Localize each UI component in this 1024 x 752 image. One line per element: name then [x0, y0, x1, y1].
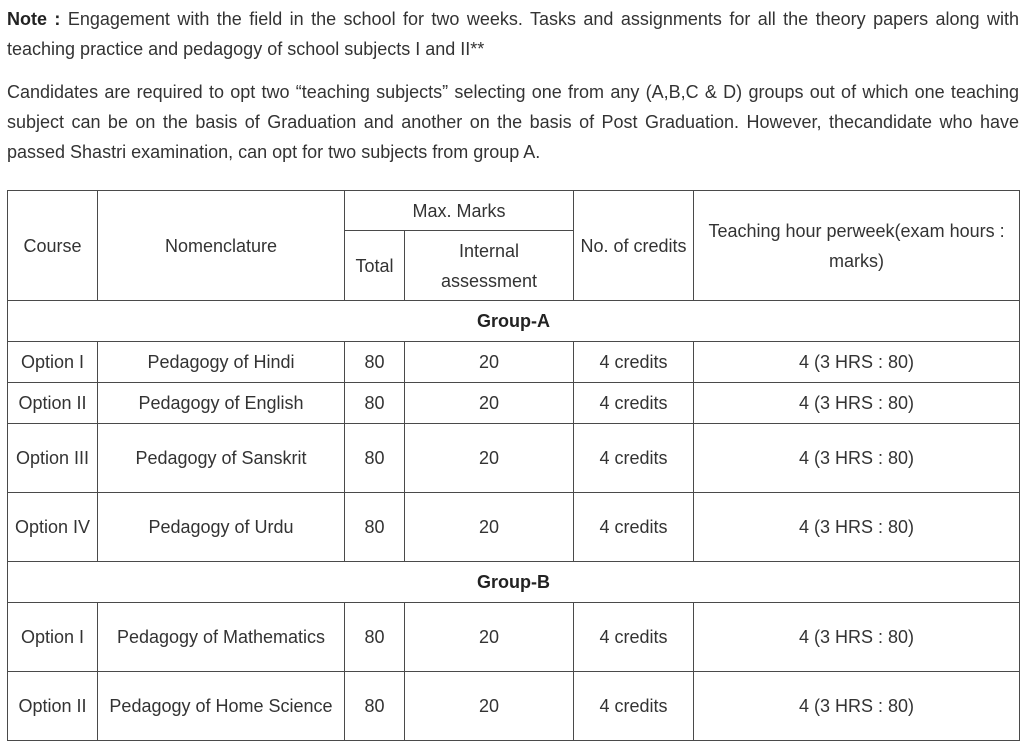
- table-row: [8, 342, 1020, 383]
- cell-credits: 4 credits: [574, 383, 694, 424]
- note-paragraph: [7, 4, 1019, 64]
- cell-nomenclature: Pedagogy of Urdu: [98, 493, 345, 562]
- cell-nomenclature: Pedagogy of English: [98, 383, 345, 424]
- group-header-row: [8, 301, 1020, 342]
- cell-credits: 4 credits: [574, 342, 694, 383]
- cell-course: Option II: [8, 383, 98, 424]
- cell-internal: 20: [405, 383, 574, 424]
- intro-paragraph: Candidates are required to opt two “teaching subjects” selecting one from any (A,B,C & D) groups out of which one teaching subject can be on the basis of Graduation and another on the basis of Post Graduation. However, thecandidate who have passed Shastri examination, can opt for two subjects from group A.: [7, 82, 1019, 162]
- header-course: Course: [8, 191, 98, 301]
- cell-nomenclature: Pedagogy of Mathematics: [98, 603, 345, 672]
- table-row: [8, 383, 1020, 424]
- cell-internal: 20: [405, 424, 574, 493]
- header-nomenclature: Nomenclature: [98, 191, 345, 301]
- cell-total: 80: [345, 493, 405, 562]
- cell-total: 80: [345, 672, 405, 741]
- group-title: Group-A: [8, 301, 1020, 342]
- table-row: [8, 672, 1020, 741]
- cell-internal: 20: [405, 493, 574, 562]
- header-credits: No. of credits: [574, 191, 694, 301]
- table-row: [8, 493, 1020, 562]
- cell-hours: 4 (3 HRS : 80): [694, 424, 1020, 493]
- table-row: [8, 603, 1020, 672]
- cell-credits: 4 credits: [574, 672, 694, 741]
- cell-course: Option I: [8, 342, 98, 383]
- cell-total: 80: [345, 383, 405, 424]
- header-internal-assessment: Internal assessment: [405, 231, 574, 301]
- cell-credits: 4 credits: [574, 603, 694, 672]
- cell-course: Option I: [8, 603, 98, 672]
- course-table: [7, 190, 1020, 741]
- cell-credits: 4 credits: [574, 493, 694, 562]
- cell-internal: 20: [405, 603, 574, 672]
- cell-hours: 4 (3 HRS : 80): [694, 672, 1020, 741]
- header-total: Total: [345, 231, 405, 301]
- cell-course: Option IV: [8, 493, 98, 562]
- cell-hours: 4 (3 HRS : 80): [694, 603, 1020, 672]
- cell-total: 80: [345, 603, 405, 672]
- cell-total: 80: [345, 342, 405, 383]
- note-text: Engagement with the field in the school for two weeks. Tasks and assignments for all the theory papers along with teaching practice and pedagogy of school subjects I and II**: [7, 9, 1019, 59]
- cell-hours: 4 (3 HRS : 80): [694, 383, 1020, 424]
- group-header-row: [8, 562, 1020, 603]
- header-max-marks: Max. Marks: [345, 191, 574, 231]
- group-title: Group-B: [8, 562, 1020, 603]
- cell-course: Option III: [8, 424, 98, 493]
- cell-internal: 20: [405, 672, 574, 741]
- header-teaching-hours: Teaching hour perweek(exam hours : marks): [694, 191, 1020, 301]
- table-row: [8, 424, 1020, 493]
- cell-hours: 4 (3 HRS : 80): [694, 342, 1020, 383]
- cell-internal: 20: [405, 342, 574, 383]
- note-label: Note :: [7, 9, 61, 29]
- cell-nomenclature: Pedagogy of Hindi: [98, 342, 345, 383]
- cell-total: 80: [345, 424, 405, 493]
- cell-nomenclature: Pedagogy of Sanskrit: [98, 424, 345, 493]
- cell-hours: 4 (3 HRS : 80): [694, 493, 1020, 562]
- cell-nomenclature: Pedagogy of Home Science: [98, 672, 345, 741]
- cell-course: Option II: [8, 672, 98, 741]
- cell-credits: 4 credits: [574, 424, 694, 493]
